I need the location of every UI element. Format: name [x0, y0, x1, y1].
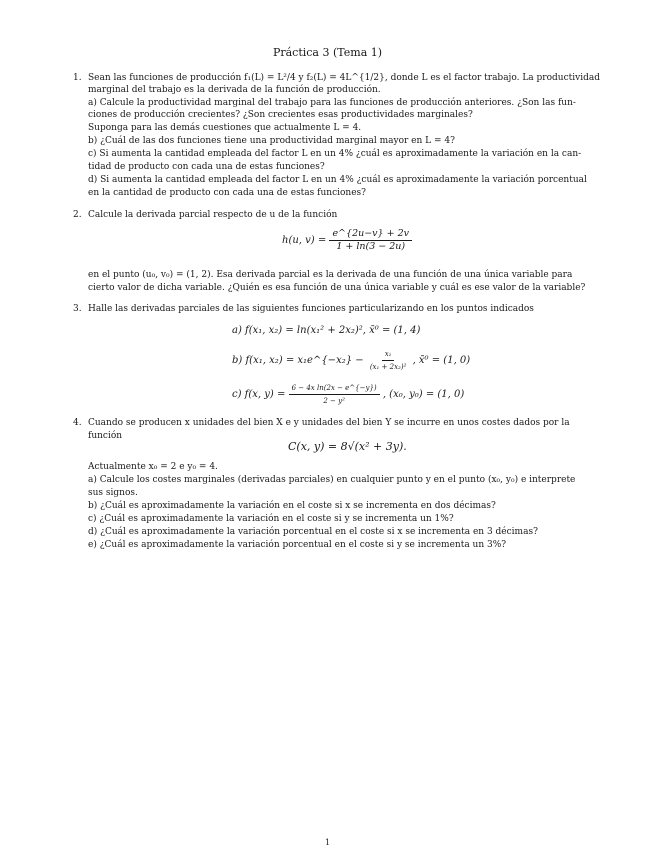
q2-denominator: 1 + ln(3 − 2u) [336, 241, 406, 252]
q2-line-1: en el punto (u₀, v₀) = (1, 2). Esa derivada parcial es la derivada de una función de una única variable para [88, 270, 573, 280]
q2-line-2: cierto valor de dicha variable. ¿Quién es esa función de una única variable y cuál es ese valor de la variable? [88, 283, 586, 293]
q3-item-b [232, 348, 470, 373]
q3-item-c [232, 382, 464, 407]
q1-line-8: tidad de producto con cada una de estas funciones? [88, 162, 325, 172]
q3-c-numerator: 6 − 4x ln(2x − e^{−y}) [289, 382, 380, 395]
q4-line-2: a) Calcule los costes marginales (derivadas parciales) en cualquier punto y en el punto (x₀, y₀) e interprete [88, 475, 576, 485]
q4-line-3: sus signos. [88, 488, 138, 498]
q3-b-lhs: b) f(x₁, x₂) = x₁e^{−x₂} − [232, 355, 364, 366]
question-4-number: 4. [73, 418, 82, 428]
q1-line-7: c) Si aumenta la cantidad empleada del factor L en un 4% ¿cuál es aproximadamente la variación en la can- [88, 149, 582, 159]
question-1-number: 1. [73, 73, 82, 83]
q3-c-fraction [289, 382, 380, 407]
q4-line-top-1: Cuando se producen x unidades del bien X e y unidades del bien Y se incurre en unos costes dados por la [88, 418, 570, 428]
q2-numerator: e^{2u−v} + 2v [329, 228, 412, 241]
page-title: Práctica 3 (Tema 1) [272, 46, 383, 59]
q3-item-a: a) f(x₁, x₂) = ln(x₁² + 2x₂)², x̄⁰ = (1, 4) [232, 325, 421, 336]
q4-line-1: Actualmente x₀ = 2 e y₀ = 4. [88, 462, 218, 472]
q1-line-9: d) Si aumenta la cantidad empleada del factor L en un 4% ¿cuál es aproximadamente la variación porcentual [88, 175, 587, 185]
q2-equation-lhs: h(u, v) = [282, 235, 327, 246]
q3-c-lhs: c) f(x, y) = [232, 389, 286, 400]
q2-fraction [329, 228, 412, 253]
q4-line-5: c) ¿Cuál es aproximadamente la variación en el coste si y se incrementa un 1%? [88, 514, 454, 524]
q1-line-6: b) ¿Cuál de las dos funciones tiene una productividad marginal mayor en L = 4? [88, 136, 455, 146]
q3-c-rhs: , (x₀, y₀) = (1, 0) [382, 389, 465, 400]
q4-line-6: d) ¿Cuál es aproximadamente la variación porcentual en el coste si x se incrementa en 3 décimas? [88, 527, 538, 537]
q1-line-3: a) Calcule la productividad marginal del trabajo para las funciones de producción anteriores. ¿Son las fun- [88, 98, 576, 108]
question-3-number: 3. [73, 304, 82, 314]
q1-line-2: marginal del trabajo es la derivada de la función de producción. [88, 85, 381, 95]
q1-line-1: Sean las funciones de producción f₁(L) = L²/4 y f₂(L) = 4L^{1/2}, donde L es el factor trabajo. La productividad [88, 73, 600, 83]
q4-line-4: b) ¿Cuál es aproximadamente la variación en el coste si x se incrementa en dos décimas? [88, 501, 496, 511]
q2-equation [282, 228, 412, 253]
q2-intro: Calcule la derivada parcial respecto de u de la función [88, 210, 338, 220]
q4-line-7: e) ¿Cuál es aproximadamente la variación porcentual en el coste si y se incrementa un 3%? [88, 540, 507, 550]
q3-b-fraction [367, 348, 410, 373]
q1-line-4: ciones de producción crecientes? ¿Son crecientes esas productividades marginales? [88, 110, 473, 120]
q4-line-top-2: función [88, 431, 123, 441]
q3-intro: Halle las derivadas parciales de las siguientes funciones particularizando en los puntos indicados [88, 304, 534, 314]
q1-line-5: Suponga para las demás cuestiones que actualmente L = 4. [88, 123, 362, 133]
q4-equation: C(x, y) = 8√(x² + 3y). [288, 440, 407, 453]
q3-b-rhs: , x̄⁰ = (1, 0) [412, 355, 471, 366]
q1-line-10: en la cantidad de producto con cada una de estas funciones? [88, 188, 366, 198]
q3-c-denominator: 2 − y² [323, 397, 345, 405]
q3-b-numerator: x₁ [382, 348, 395, 361]
page-number: 1 [324, 838, 331, 847]
question-2-number: 2. [73, 210, 82, 220]
q3-b-denominator: (x₁ + 2x₂)² [369, 363, 407, 371]
